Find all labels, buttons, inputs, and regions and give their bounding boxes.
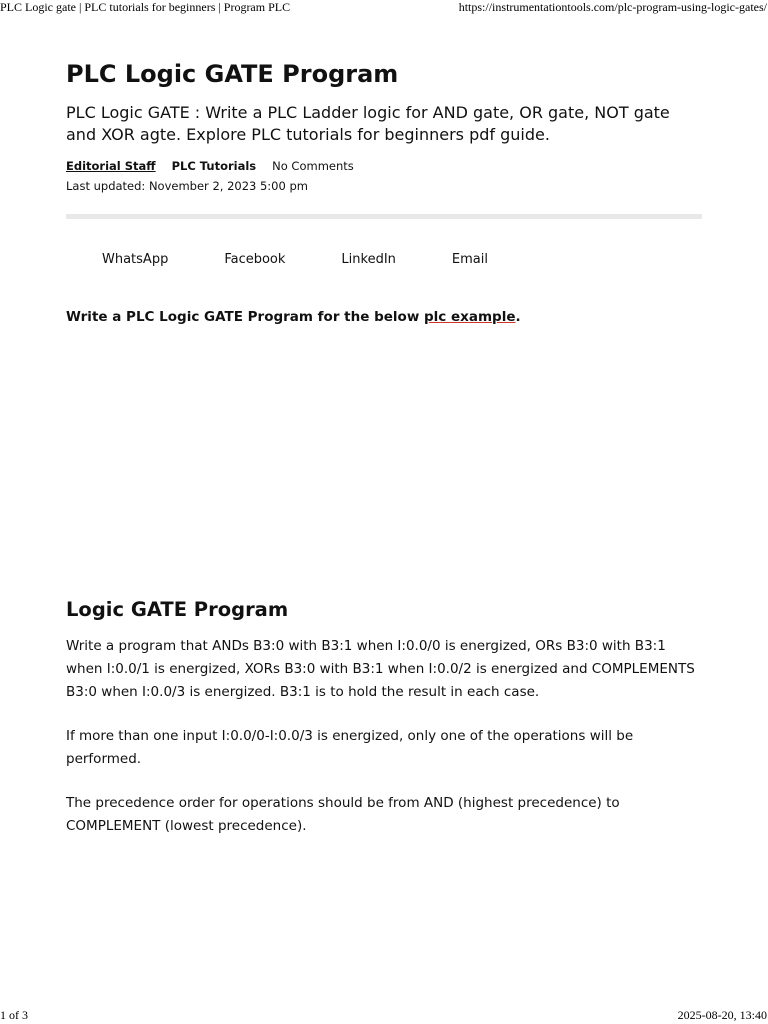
print-page-title: PLC Logic gate | PLC tutorials for beginners | Program PLC	[0, 0, 291, 14]
intro-text: Write a PLC Logic GATE Program for the below	[66, 309, 424, 325]
body-paragraph-3: The precedence order for operations should be from AND (highest precedence) to COMPLEMENT (lowest precedence).	[66, 795, 620, 834]
page-number: 1 of 3	[0, 1008, 28, 1022]
share-whatsapp-button[interactable]: WhatsApp	[102, 252, 169, 267]
intro-paragraph	[66, 307, 702, 327]
ad-placeholder	[66, 327, 702, 597]
print-page-url: https://instrumentationtools.com/plc-program-using-logic-gates/	[458, 0, 767, 14]
divider	[66, 214, 702, 219]
share-facebook-button[interactable]: Facebook	[224, 252, 286, 267]
intro-suffix: .	[515, 309, 521, 325]
print-datetime: 2025-08-20, 13:40	[677, 1008, 767, 1022]
share-email-button[interactable]: Email	[451, 252, 488, 267]
body-paragraph-1: Write a program that ANDs B3:0 with B3:1 when I:0.0/0 is energized, ORs B3:0 with B3:1 when I:0.0/1 is energized, XORs B3:0 with B3:1 when I:0.0/2 is energized and COMPLEMENTS B3:0 when I:0.0/3 is energized. B3:1 is to hold the result in each case.	[66, 638, 695, 700]
print-header	[0, 0, 768, 16]
post-title: PLC Logic GATE Program	[66, 60, 399, 88]
body-paragraph-2: If more than one input I:0.0/0-I:0.0/3 is energized, only one of the operations will be performed.	[66, 728, 634, 767]
author-link[interactable]: Editorial Staff	[66, 159, 156, 173]
post-meta	[66, 158, 702, 174]
last-updated: Last updated: November 2, 2023 5:00 pm	[66, 179, 308, 193]
share-bar	[66, 251, 702, 269]
print-footer	[0, 1008, 768, 1024]
post-excerpt: PLC Logic GATE : Write a PLC Ladder logic for AND gate, OR gate, NOT gate and XOR agte. Explore PLC tutorials for beginners pdf guide.	[66, 103, 670, 144]
share-linkedin-button[interactable]: LinkedIn	[341, 252, 396, 267]
comments-link[interactable]: No Comments	[272, 159, 354, 173]
category-link[interactable]: PLC Tutorials	[171, 159, 257, 173]
plc-example-link[interactable]: plc example	[424, 309, 516, 325]
section-heading: Logic GATE Program	[66, 598, 289, 621]
article	[66, 58, 702, 838]
